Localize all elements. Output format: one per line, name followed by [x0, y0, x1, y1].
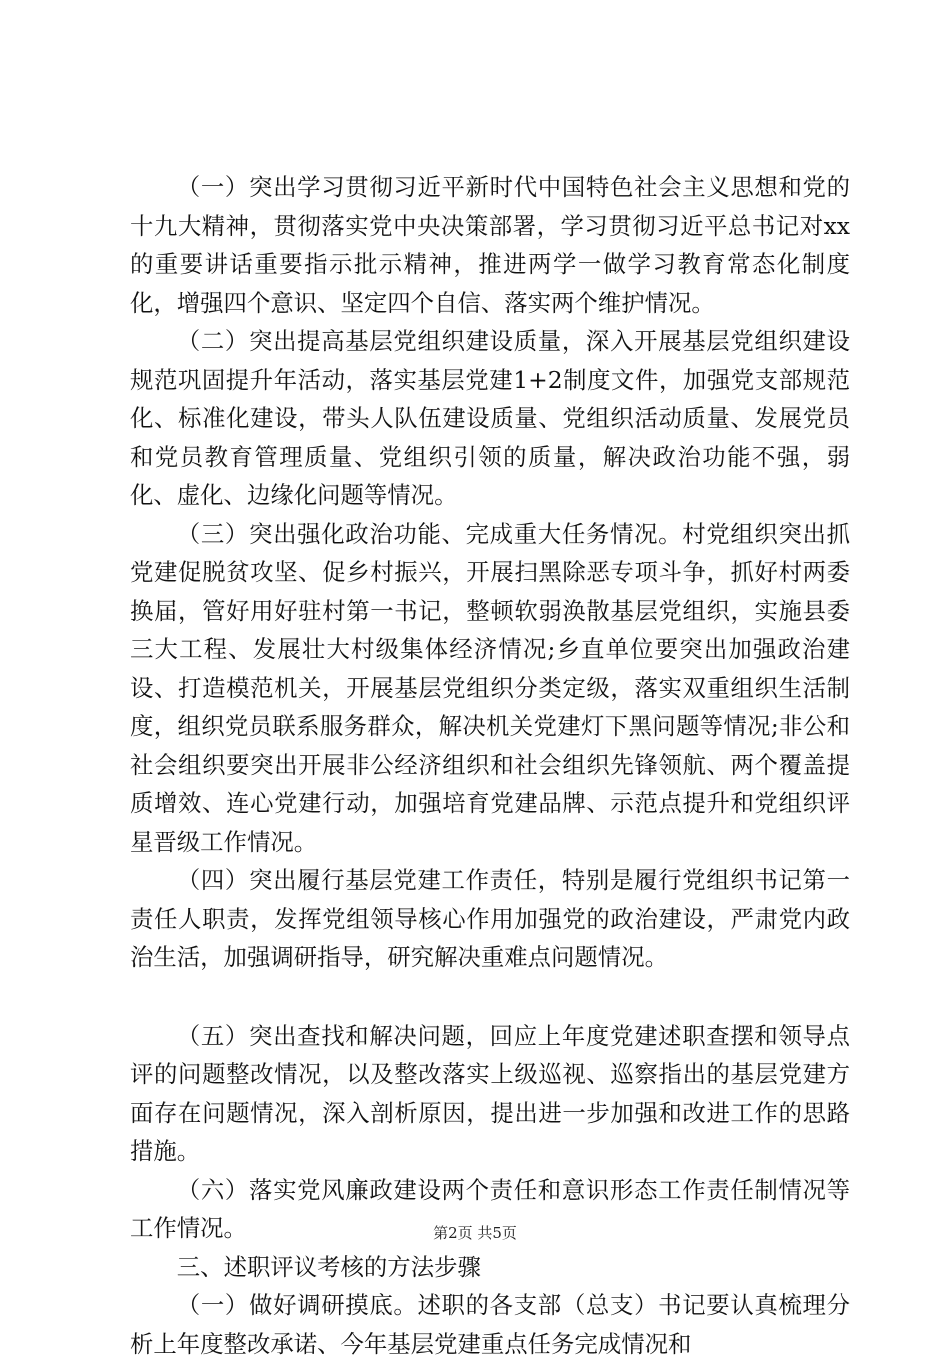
paragraph-section-6: （六）落实党风廉政建设两个责任和意识形态工作责任制情况等工作情况。 [130, 1175, 850, 1242]
heading-method-steps: 三、述职评议考核的方法步骤 [176, 1252, 481, 1281]
paragraph-section-2: （二）突出提高基层党组织建设质量，深入开展基层党组织建设规范巩固提升年活动，落实基层党建1+2制度文件，加强党支部规范化、标准化建设，带头人队伍建设质量、党组织活动质量、发展党员和党员教育管理质量、党组织引领的质量，解决政治功能不强，弱化、虚化、边缘化问题等情况。 [130, 327, 850, 509]
paragraph-section-4: （四）突出履行基层党建工作责任，特别是履行党组织书记第一责任人职责，发挥党组领导核心作用加强党的政治建设，严肃党内政治生活，加强调研指导，研究解决重难点问题情况。 [130, 866, 850, 971]
paragraph-section-5: （五）突出查找和解决问题，回应上年度党建述职查摆和领导点评的问题整改情况，以及整改落实上级巡视、巡察指出的基层党建方面存在问题情况，深入剖析原因，提出进一步加强和改进工作的思路措施。 [130, 1021, 850, 1165]
paragraph-section-1: （一）突出学习贯彻习近平新时代中国特色社会主义思想和党的十九大精神，贯彻落实党中央决策部署，学习贯彻习近平总书记对xx的重要讲话重要指示批示精神，推进两学一做学习教育常态化制度化，增强四个意识、坚定四个自信、落实两个维护情况。 [130, 173, 850, 317]
page-number-footer: 第2页 共5页 [433, 1224, 517, 1242]
paragraph-section-3: （三）突出强化政治功能、完成重大任务情况。村党组织突出抓党建促脱贫攻坚、促乡村振兴，开展扫黑除恶专项斗争，抓好村两委换届，管好用好驻村第一书记，整顿软弱涣散基层党组织，实施县委三大工程、发展壮大村级集体经济情况;乡直单位要突出加强政治建设、打造模范机关，开展基层党组织分类定级，落实双重组织生活制度，组织党员联系服务群众，解决机关党建灯下黑问题等情况;非公和社会组织要突出开展非公经济组织和社会组织先锋领航、两个覆盖提质增效、连心党建行动，加强培育党建品牌、示范点提升和党组织评星晋级工作情况。 [130, 519, 850, 856]
document-body [130, 168, 850, 1363]
paragraph-research: （一）做好调研摸底。述职的各支部（总支）书记要认真梳理分析上年度整改承诺、今年基层党建重点任务完成情况和 [130, 1291, 850, 1358]
